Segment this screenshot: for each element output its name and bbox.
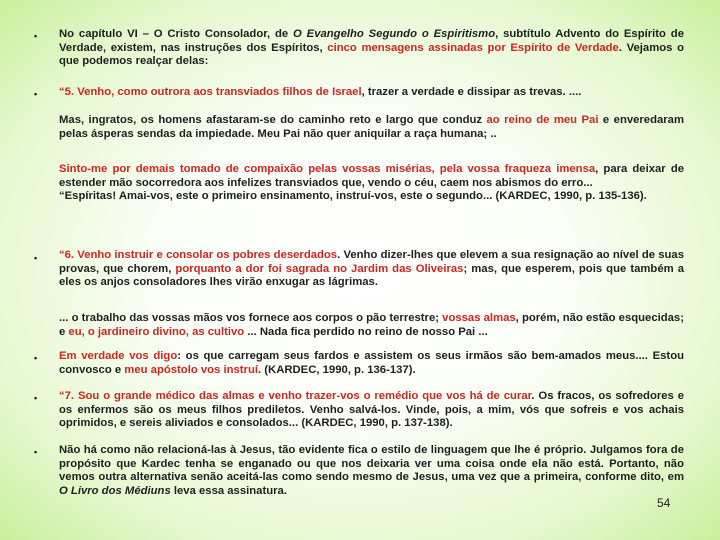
text-run: . Venho dizer-lhes que elevem a sua resignação ao nível de suas provas, que chorem, <box>59 249 684 275</box>
bullet-marker: • <box>34 253 38 263</box>
bullet-marker: • <box>34 31 38 41</box>
text-run: , trazer a verdade e dissipar as trevas. .... <box>361 86 582 98</box>
text-run: ; mas, que esperem, pois que também a eles os anjos consoladores lhes virão enxugar as lágrimas. <box>59 262 684 289</box>
text-run: , para deixar de estender mão socorredora aos infelizes transviados que, vendo o céu, caem nos abismos do erro... <box>59 163 684 189</box>
message-5-continuation <box>59 114 684 141</box>
text-run: No capítulo VI – O Cristo Consolador, de <box>59 28 294 40</box>
bullet-marker: • <box>34 89 38 99</box>
highlight-text: cinco mensagens assinadas por Espírito de Verdade <box>327 41 619 54</box>
text-run: . Os fracos, os sofredores e os enfermos são os meus filhos prediletos. Venho salvá-los. Vinde, pois, a mim, vós que sofreis e vos achais oprimidos, e sereis aliviados e consolados... (KARDEC, 1990, p. 137-138). <box>59 390 684 430</box>
bullet-marker: • <box>34 353 38 363</box>
highlight-text: “5. Venho, como outrora aos transviados filhos de Israel <box>59 86 362 98</box>
text-run: Não há como não relacioná-las à Jesus, tão evidente fica o estilo de linguagem que lhe é próprio. Julgamos fora de propósito que Kardec tenha se enganado ou que nos deixaria ver uma coisa onde ela não está. Portanto, não vemos outra alternativa senão aceitá-las como sendo mesmo de Jesus, uma vez que a primeira, conforme dito, em <box>59 444 684 484</box>
highlight-text: vossas almas <box>442 312 516 324</box>
text-run: : os que carregam seus fardos e assistem os seus irmãos são bem-amados meus.... Estou convosco e <box>59 350 684 376</box>
bullet-marker: • <box>34 447 38 457</box>
highlight-text: “6. Venho instruir e consolar os pobres deserdados <box>59 249 338 261</box>
message-5-compassion <box>59 163 684 204</box>
highlight-text: Em verdade vos digo <box>59 350 178 362</box>
conclusion-paragraph <box>59 444 684 498</box>
text-run: , porém, não estão esquecidas; e <box>59 312 684 338</box>
text-run: , subtítulo Advento do Espírito de Verdade, existem, nas instruções dos Espíritos, <box>59 28 684 54</box>
text-run: ... Nada fica perdido no reino de nosso Pai ... <box>244 325 488 338</box>
highlight-text: Sinto-me por demais tomado de compaixão pelas vossas misérias, pela vossa fraqueza imensa <box>59 163 596 175</box>
book-title: O Evangelho Segundo o Espiritismo <box>293 28 496 40</box>
highlight-text: “7. Sou o grande médico das almas e venho trazer-vos o remédio que vos há de curar <box>59 390 532 402</box>
book-title: O Livro dos Médiuns <box>59 484 171 497</box>
bullet-marker: • <box>34 393 38 403</box>
intro-paragraph <box>59 28 684 69</box>
message-6-continuation <box>59 312 684 339</box>
highlight-text: meu apóstolo vos instruí <box>124 363 258 376</box>
text-run: e enveredaram pelas ásperas sendas da impiedade. Meu Pai não quer aniquilar a raça humana; .. <box>59 114 684 140</box>
truth-paragraph <box>59 350 684 377</box>
text-run: ... o trabalho das vossas mãos vos fornece aos corpos o pão terrestre; <box>59 312 443 324</box>
citation-text: “Espíritas! Amai-vos, este o primeiro ensinamento, instruí-vos, este o segundo... (KARDEC, 1990, p. 135-136). <box>59 190 647 203</box>
message-6-paragraph <box>59 249 684 290</box>
citation-text: . (KARDEC, 1990, p. 136-137). <box>258 363 416 376</box>
message-5-paragraph <box>59 86 684 100</box>
highlight-text: porquanto a dor foi sagrada no Jardim das Oliveiras <box>175 262 464 275</box>
text-run: Mas, ingratos, os homens afastaram-se do caminho reto e largo que conduz <box>59 114 487 126</box>
text-run: leva essa assinatura. <box>170 484 287 497</box>
highlight-text: eu, o jardineiro divino, as cultivo <box>68 325 245 338</box>
page-number: 54 <box>657 496 671 510</box>
message-7-paragraph <box>59 390 684 431</box>
text-run: . Vejamos o que podemos realçar delas: <box>59 41 684 68</box>
highlight-text: ao reino de meu Pai <box>486 114 599 126</box>
